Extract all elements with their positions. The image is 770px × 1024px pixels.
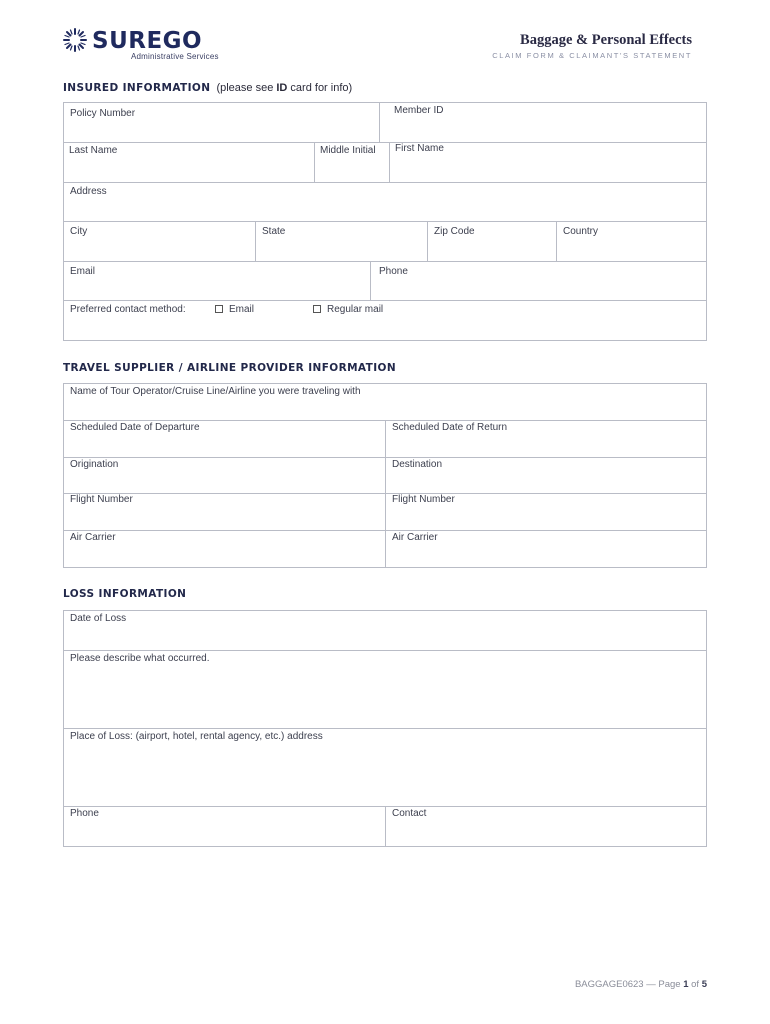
air-carrier-field-1[interactable] bbox=[64, 531, 385, 567]
policy-number-label: Policy Number bbox=[70, 108, 136, 119]
return-date-label: Scheduled Date of Return bbox=[392, 422, 508, 433]
burst-icon bbox=[62, 27, 88, 53]
loss-phone-label: Phone bbox=[70, 808, 99, 819]
air-carrier-label-2: Air Carrier bbox=[392, 532, 438, 543]
row-route bbox=[64, 458, 706, 494]
departure-date-field[interactable] bbox=[64, 421, 385, 457]
note-pre: (please see bbox=[216, 82, 277, 94]
address-label: Address bbox=[70, 186, 107, 197]
departure-date-label: Scheduled Date of Departure bbox=[70, 422, 200, 433]
row-flight bbox=[64, 494, 706, 531]
footer-of: of bbox=[688, 979, 702, 990]
zip-code-field[interactable] bbox=[427, 222, 556, 261]
travel-section-heading: TRAVEL SUPPLIER / AIRLINE PROVIDER INFORMATION bbox=[63, 362, 397, 374]
tour-operator-label: Name of Tour Operator/Cruise Line/Airline you were traveling with bbox=[70, 386, 361, 397]
email-option[interactable] bbox=[215, 304, 254, 315]
preferred-contact-field bbox=[64, 301, 706, 340]
phone-label: Phone bbox=[379, 266, 408, 277]
row-description bbox=[64, 651, 706, 729]
origination-field[interactable] bbox=[64, 458, 385, 493]
state-label: State bbox=[262, 226, 286, 237]
form-title: Baggage & Personal Effects bbox=[520, 32, 692, 48]
row-policy bbox=[64, 103, 706, 143]
row-operator bbox=[64, 384, 706, 421]
note-bold: ID bbox=[276, 82, 288, 94]
air-carrier-field-2[interactable] bbox=[385, 531, 706, 567]
insured-heading-note bbox=[216, 82, 352, 94]
city-field[interactable] bbox=[64, 222, 255, 261]
country-field[interactable] bbox=[556, 222, 706, 261]
middle-initial-field[interactable] bbox=[314, 143, 389, 182]
preferred-contact-label: Preferred contact method: bbox=[70, 304, 186, 315]
phone-field[interactable] bbox=[370, 262, 706, 300]
row-preferred-contact bbox=[64, 301, 706, 340]
email-label: Email bbox=[70, 266, 96, 277]
city-label: City bbox=[70, 226, 88, 237]
insured-heading-text: INSURED INFORMATION bbox=[63, 82, 211, 94]
country-label: Country bbox=[563, 226, 599, 237]
member-id-field[interactable] bbox=[379, 103, 706, 142]
air-carrier-label-1: Air Carrier bbox=[70, 532, 116, 543]
policy-number-field[interactable] bbox=[64, 103, 379, 142]
zip-code-label: Zip Code bbox=[434, 226, 475, 237]
loss-description-label: Please describe what occurred. bbox=[70, 653, 210, 664]
loss-section-heading: LOSS INFORMATION bbox=[63, 588, 187, 600]
place-of-loss-label: Place of Loss: (airport, hotel, rental agency, etc.) address bbox=[70, 731, 323, 742]
loss-info-box bbox=[63, 610, 707, 847]
travel-info-box bbox=[63, 383, 707, 568]
loss-phone-field[interactable] bbox=[64, 807, 385, 846]
place-of-loss-field[interactable] bbox=[64, 729, 706, 806]
email-checkbox[interactable] bbox=[215, 305, 223, 313]
flight-number-label-2: Flight Number bbox=[392, 494, 455, 505]
loss-contact-field[interactable] bbox=[385, 807, 706, 846]
last-name-label: Last Name bbox=[69, 145, 118, 156]
insured-info-box bbox=[63, 102, 707, 341]
footer-page: 1 bbox=[683, 979, 689, 990]
row-city bbox=[64, 222, 706, 262]
flight-number-label-1: Flight Number bbox=[70, 494, 133, 505]
row-contact bbox=[64, 262, 706, 301]
middle-initial-label: Middle Initial bbox=[320, 145, 376, 156]
flight-number-field-2[interactable] bbox=[385, 494, 706, 530]
tour-operator-field[interactable] bbox=[64, 384, 706, 420]
footer-total: 5 bbox=[701, 979, 707, 990]
loss-description-field[interactable] bbox=[64, 651, 706, 728]
address-field[interactable] bbox=[64, 183, 706, 221]
regular-mail-checkbox[interactable] bbox=[313, 305, 321, 313]
note-post: card for info) bbox=[287, 82, 353, 94]
row-loss-contact bbox=[64, 807, 706, 846]
email-field[interactable] bbox=[64, 262, 370, 300]
first-name-field[interactable] bbox=[389, 143, 706, 182]
regular-mail-option-label: Regular mail bbox=[327, 304, 384, 315]
last-name-field[interactable] bbox=[64, 143, 314, 182]
surego-logo bbox=[62, 27, 219, 65]
destination-field[interactable] bbox=[385, 458, 706, 493]
date-of-loss-field[interactable] bbox=[64, 611, 706, 650]
row-loss-date bbox=[64, 611, 706, 651]
email-option-label: Email bbox=[229, 304, 255, 315]
row-place bbox=[64, 729, 706, 807]
logo-tagline: Administrative Services bbox=[131, 52, 219, 61]
insured-section-heading bbox=[63, 82, 352, 94]
page-footer bbox=[575, 979, 707, 990]
flight-number-field-1[interactable] bbox=[64, 494, 385, 530]
loss-contact-label: Contact bbox=[392, 808, 427, 819]
return-date-field[interactable] bbox=[385, 421, 706, 457]
row-dates bbox=[64, 421, 706, 458]
row-carrier bbox=[64, 531, 706, 567]
state-field[interactable] bbox=[255, 222, 427, 261]
regular-mail-option[interactable] bbox=[313, 304, 383, 315]
date-of-loss-label: Date of Loss bbox=[70, 613, 127, 624]
destination-label: Destination bbox=[392, 459, 443, 470]
first-name-label: First Name bbox=[395, 143, 444, 154]
row-address bbox=[64, 183, 706, 222]
form-subtitle: CLAIM FORM & CLAIMANT'S STATEMENT bbox=[492, 51, 692, 60]
row-name bbox=[64, 143, 706, 183]
origination-label: Origination bbox=[70, 459, 119, 470]
logo-wordmark: SUREGO bbox=[92, 28, 203, 54]
member-id-label: Member ID bbox=[394, 105, 444, 116]
footer-code: BAGGAGE0623 — Page bbox=[574, 979, 684, 990]
